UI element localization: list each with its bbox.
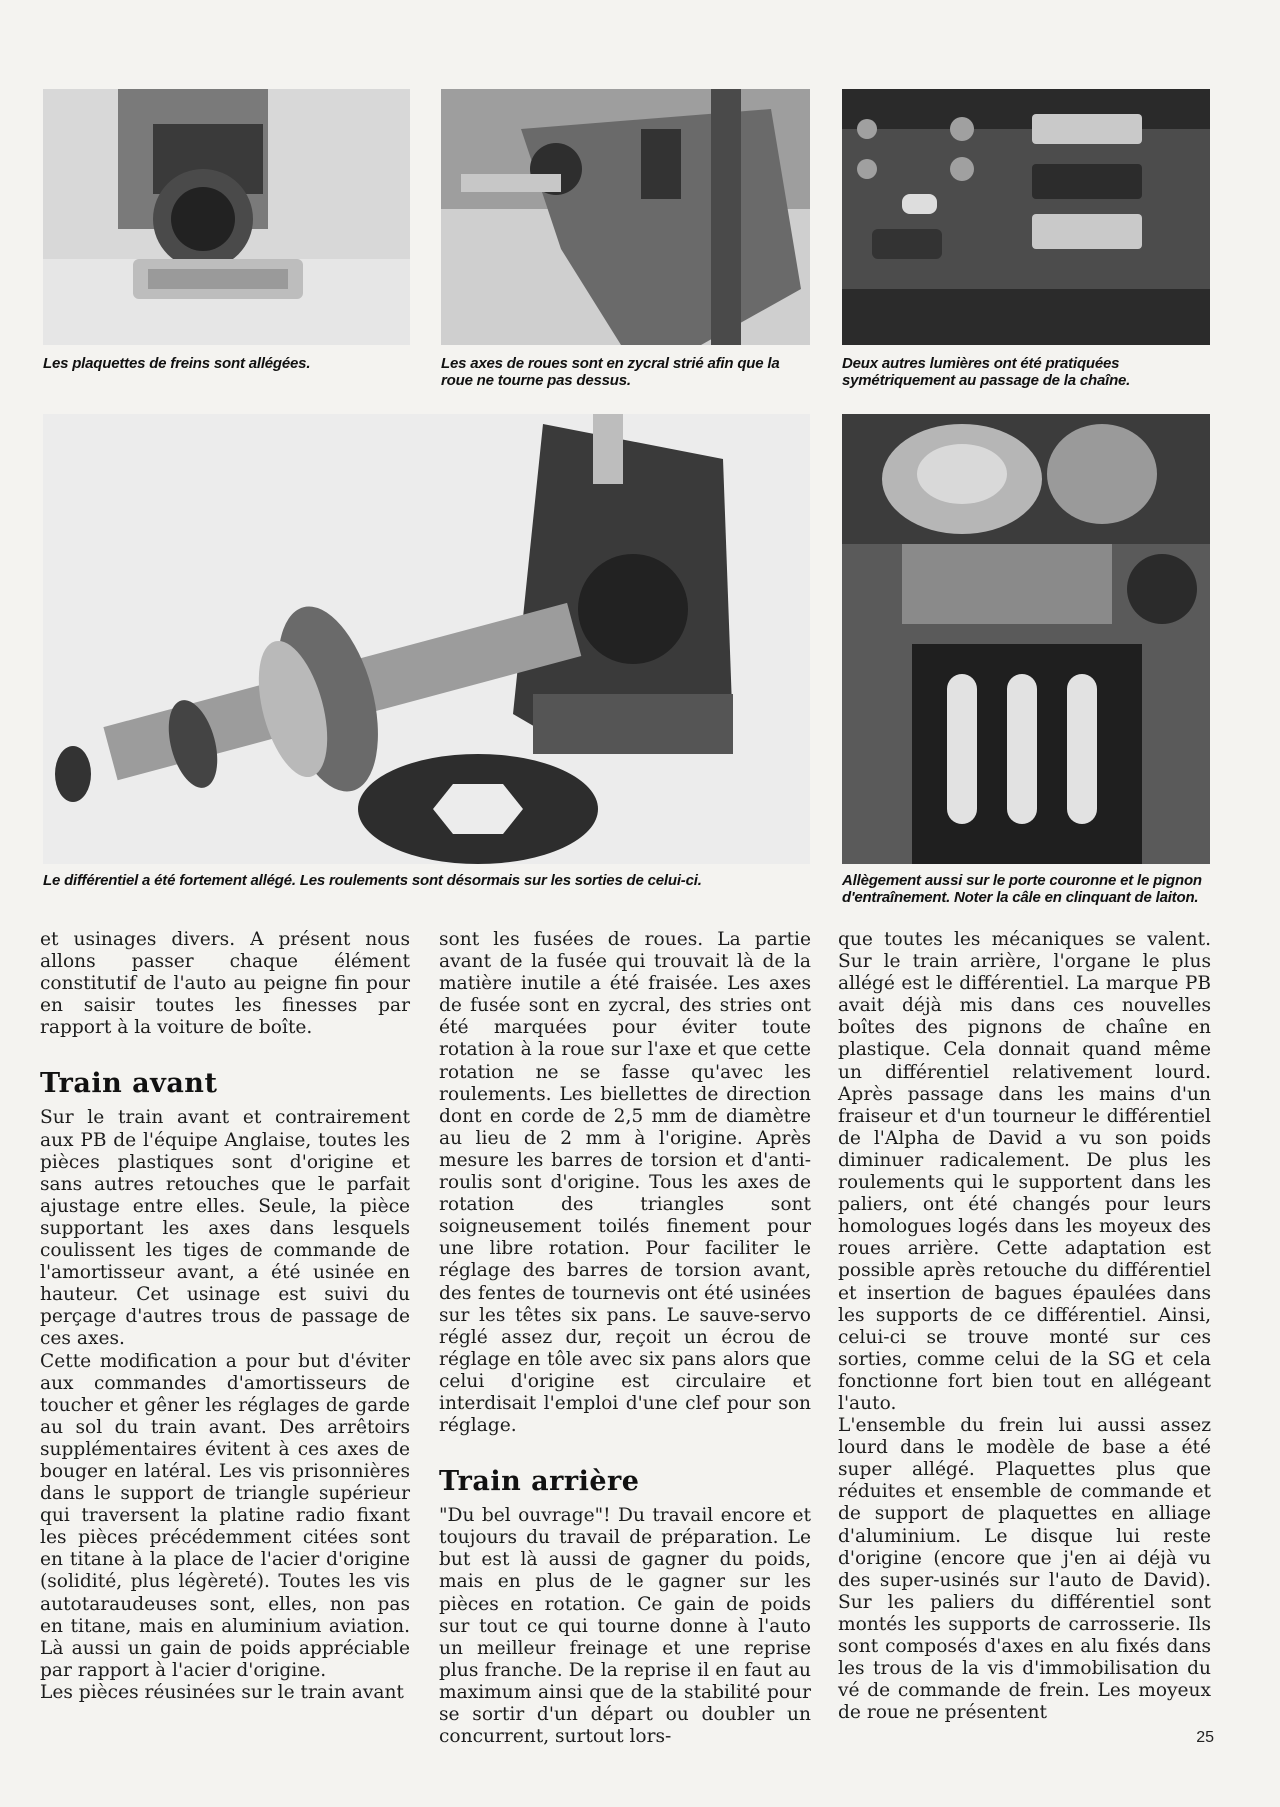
text-column-3 (838, 929, 1211, 1724)
chassis-slots-image (842, 89, 1210, 345)
column1-paragraph-2: Cette modification a pour but d'éviter aux commandes d'amortisseurs de toucher et gêner les réglages de garde au sol du train avant. Des arrêtoirs supplémentaires évitent à ces axes de bouger en latéral. Les vis prisonnières dans le support de triangle supérieur qui traversent la platine radio fixant les pièces précédemment citées sont en titane à la place de l'acier d'origine (solidité, plus légèreté). Toutes les vis autotaraudeuses sont, elles, non pas en titane, mais en aluminium aviation. Là aussi un gain de poids appréciable par rapport à l'acier d'origine. (40, 1350, 410, 1681)
photo-wheel-axles (441, 89, 810, 345)
column3-paragraph-1: que toutes les mécaniques se valent. Sur le train arrière, l'organe le plus allégé est le différentiel. La marque PB avait déjà mis dans ces nouvelles boîtes des pignons de chaîne en plastique. Cela donnait quand même un différentiel relativement lourd. Après passage dans les mains d'un fraiseur et d'un tourneur le différentiel de l'Alpha de David a vu son poids diminuer radicalement. De plus les roulements qui le supportent dans les paliers, ont été changés pour leurs homologues logés dans les moyeux des roues arrière. Cette adaptation est possible après retouche du différentiel et insertion de bagues épaulées dans les supports de ce différentiel. Ainsi, celui-ci se trouve monté sur ces sorties, comme celui de la SG et cela fonctionne fort bien tout en allégeant l'auto. (838, 929, 1211, 1414)
column2-paragraph-1: sont les fusées de roues. La partie avant de la fusée qui trouvait là de la matière inutile a été fraisée. Les axes de fusée sont en zycral, des stries ont été marquées pour éviter toute rotation à la roue sur l'axe et que cette rotation ne se fasse qu'avec les roulements. Les biellettes de direction dont en corde de 2,5 mm de diamètre au lieu de 2 mm à l'origine. Après mesure les barres de torsion et d'anti-roulis sont d'origine. Tous les axes de rotation des triangles sont soigneusement toilés finement pour une libre rotation. Pour faciliter le réglage des barres de torsion avant, des fentes de tournevis ont été usinées sur les têtes six pans. Le sauve-servo réglé assez dur, reçoit un écrou de réglage en tôle avec six pans alors que celui d'origine est circulaire et interdisait l'emploi d'une clef pour son réglage. (439, 929, 811, 1437)
heading-train-arriere: Train arrière (439, 1466, 640, 1498)
caption-chassis-slots: Deux autres lumières ont été pratiquées symétriquement au passage de la chaîne. (842, 355, 1131, 389)
caption-brake-pads: Les plaquettes de freins sont allégées. (43, 355, 311, 372)
photo-chassis-slots (842, 89, 1210, 345)
brake-pads-image (43, 89, 410, 345)
caption-differential: Le différentiel a été fortement allégé. Les roulements sont désormais sur les sorties de celui-ci. (43, 872, 702, 889)
text-column-2 (439, 929, 811, 1748)
page-number: 25 (1196, 1729, 1214, 1746)
text-column-1 (40, 929, 410, 1704)
column1-paragraph-1: Sur le train avant et contrairement aux PB de l'équipe Anglaise, toutes les pièces plastiques sont d'origine et sans autres retouches que le parfait ajustage entre elles. Seule, la pièce supportant les axes dans lesquels coulissent les tiges de commande de l'amortisseur avant, a été usinée en hauteur. Cet usinage est suivi du perçage d'autres trous de passage de ces axes. (40, 1107, 410, 1350)
caption-crown-carrier: Allègement aussi sur le porte couronne et le pignon d'entraînement. Noter la câle en clinquant de laiton. (842, 872, 1202, 906)
photo-differential (43, 414, 810, 864)
column1-paragraph-3: Les pièces réusinées sur le train avant (40, 1681, 404, 1703)
column3-paragraph-2: L'ensemble du frein lui aussi assez lourd dans le modèle de base a été super allégé. Plaquettes plus que réduites et ensemble de commande et de support de plaquettes en alliage d'aluminium. Le disque lui reste d'origine (encore que j'en ai déjà vu des super-usinés sur l'auto de David). Sur les paliers du différentiel sont montés les supports de carrosserie. Ils sont composés d'axes en alu fixés dans les trous de la vis d'immobilisation du vé de commande de frein. Les moyeux de roue ne présentent (838, 1415, 1211, 1724)
photo-crown-carrier (842, 414, 1210, 864)
column1-intro: et usinages divers. A présent nous allons passer chaque élément constitutif de l'auto au peigne fin pour en saisir toutes les finesses par rapport à la voiture de boîte. (40, 929, 410, 1039)
column2-paragraph-2: "Du bel ouvrage"! Du travail encore et toujours du travail de préparation. Le but est là aussi de gagner du poids, mais en plus de le gagner sur les pièces en rotation. Ce gain de poids sur tout ce qui tourne donne à l'auto un meilleur freinage et une reprise plus franche. De la reprise il en faut au maximum ainsi que de la stabilité pour se sortir d'un départ ou doubler un concurrent, surtout lors- (439, 1505, 811, 1748)
crown-carrier-image (842, 414, 1210, 864)
differential-image (43, 414, 810, 864)
caption-wheel-axles: Les axes de roues sont en zycral strié afin que la roue ne tourne pas dessus. (441, 355, 780, 389)
photo-brake-pads (43, 89, 410, 345)
heading-train-avant: Train avant (40, 1068, 218, 1100)
wheel-axles-image (441, 89, 810, 345)
